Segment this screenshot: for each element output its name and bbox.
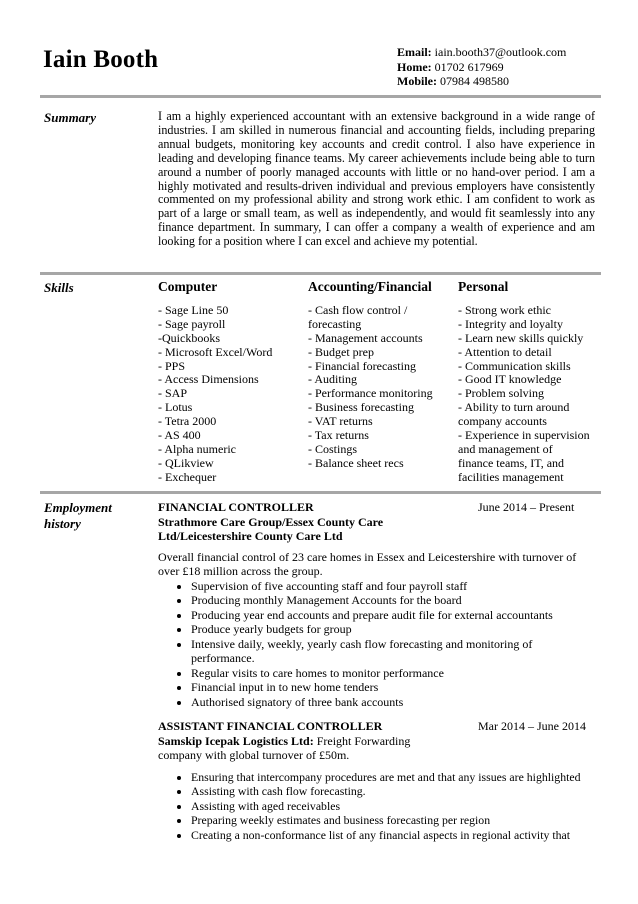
skill-item: - Performance monitoring [308,386,433,401]
job-company-line2: Ltd/Leicestershire County Care Ltd [158,529,343,543]
skill-item: finance teams, IT, and [458,455,565,470]
skill-item: - Tetra 2000 [158,414,217,429]
skill-item: facilities management [458,469,564,484]
skills-computer-column [158,280,272,485]
list-item: • Supervision of five accounting staff and four payroll staff [191,579,598,594]
skill-item: - Budget prep [308,344,374,359]
list-item: • Preparing weekly estimates and business forecasting per region [191,813,598,828]
list-item: • Authorised signatory of three bank accounts [191,695,598,710]
job-company-line2: company with global turnover of £50m. [158,748,350,762]
skill-item: - Access Dimensions [158,372,259,387]
skill-item: - Balance sheet recs [308,455,404,470]
skill-item: - Exchequer [158,469,217,484]
candidate-name: Iain Booth [43,46,159,73]
job-title: FINANCIAL CONTROLLER [158,500,314,514]
skill-item: -Quickbooks [158,330,220,345]
email-label: Email: [397,45,432,59]
skill-item: - SAP [158,386,188,401]
skill-item: - Ability to turn around [458,400,570,415]
job-company-type: Freight Forwarding [313,733,411,748]
list-item: • Producing year end accounts and prepare audit file for external accountants [191,608,598,623]
skill-item: - Attention to detail [458,344,552,359]
job-company [158,734,598,749]
skills-computer-list [158,304,272,485]
skill-item: - Microsoft Excel/Word [158,344,273,359]
home-line [397,60,566,75]
job-intro: Overall financial control of 23 care homes in Essex and Leicestershire with turnover of over £18 million across the group. [158,549,577,578]
skill-item: - Communication skills [458,358,571,373]
section-divider [40,491,601,494]
list-item: • Producing monthly Management Accounts for the board [191,593,598,608]
skills-personal-heading: Personal [458,279,509,294]
list-item: • Financial input in to new home tenders [191,680,598,695]
job-date: June 2014 – Present [478,500,575,514]
employment-label-line2: history [44,516,81,531]
skills-accounting-heading: Accounting/Financial [308,279,432,294]
skill-item: - Financial forecasting [308,358,416,373]
job-financial-controller [158,500,598,709]
section-divider [40,95,601,98]
contact-block [397,45,566,89]
job-company [158,515,598,544]
email-value: iain.booth37@outlook.com [434,45,567,59]
skill-item: - Integrity and loyalty [458,316,563,331]
skill-item: - Auditing [308,372,358,387]
skill-item: - Cash flow control / [308,302,408,317]
job-duties-list [158,579,598,710]
skill-item: - Tax returns [308,428,369,443]
summary-label: Summary [44,110,97,125]
skill-item: - Management accounts [308,330,423,345]
job-company-line1: Strathmore Care Group/Essex County Care [158,514,384,529]
list-item: • Intensive daily, weekly, yearly cash flow forecasting and monitoring of performance. [191,637,598,666]
skills-accounting-column [308,280,433,471]
skill-item: - Strong work ethic [458,302,551,317]
summary-text: I am a highly experienced accountant with an extensive background in a wide range of industries. I am skilled in numerous financial and accounting fields, including preparing annual budgets, monitoring key accounts and credit control. I also have experience in leading and developing finance teams. My career achievements include being able to turn around a number of poorly managed accounts with little or no hand-over period. I am a highly motivated and results-driven individual and previous employers have consistently commented on my professional ability and strong work ethic. I am confident to work as part of a large or small team, as well as independently, and would fit seamlessly into any finance department. In summary, I can offer a company a wealth of experience and am looking for a position where I can excel and achieve my potential. [158,109,595,249]
job-company-name: Samskip Icepak Logistics Ltd: [158,733,314,748]
skill-item: - Sage payroll [158,316,226,331]
job-assistant-financial-controller [158,719,598,842]
skills-personal-column [458,280,590,485]
skill-item: - Problem solving [458,386,544,401]
skill-item: company accounts [458,414,547,429]
skills-label: Skills [44,280,74,295]
home-value: 01702 617969 [434,59,504,74]
section-divider [40,272,601,275]
skill-item: - Business forecasting [308,400,414,415]
skill-item: - PPS [158,358,186,373]
mobile-line [397,74,566,89]
skill-item: - Sage Line 50 [158,302,229,317]
skill-item: - VAT returns [308,414,373,429]
list-item: • Produce yearly budgets for group [191,622,598,637]
skill-item: - QLikview [158,455,214,470]
skill-item: - Costings [308,441,358,456]
mobile-value: 07984 498580 [440,74,509,88]
list-item: • Assisting with cash flow forecasting. [191,784,598,799]
skill-item: and management of [458,441,553,456]
skill-item: - Lotus [158,400,193,415]
skills-accounting-list [308,304,433,471]
job-title: ASSISTANT FINANCIAL CONTROLLER [158,719,383,733]
list-item: • Regular visits to care homes to monitor performance [191,666,598,681]
skill-item: - AS 400 [158,428,201,443]
skill-item: - Alpha numeric [158,441,236,456]
skills-computer-heading: Computer [158,279,218,294]
employment-label [44,500,112,532]
list-item: • Ensuring that intercompany procedures are met and that any issues are highlighted [191,770,598,785]
job-duties-list [158,770,598,843]
mobile-label: Mobile: [397,74,437,88]
skill-item: - Learn new skills quickly [458,330,584,345]
skill-item: - Good IT knowledge [458,372,562,387]
skills-personal-list [458,304,590,485]
list-item: • Creating a non-conformance list of any financial aspects in regional activity that [191,828,598,843]
list-item: • Assisting with aged receivables [191,799,598,814]
job-date: Mar 2014 – June 2014 [478,719,586,733]
home-label: Home: [397,59,432,74]
skill-item: - Experience in supervision [458,428,590,443]
employment-label-line1: Employment [44,500,112,515]
skill-item: forecasting [308,316,362,331]
email-line [397,45,566,60]
